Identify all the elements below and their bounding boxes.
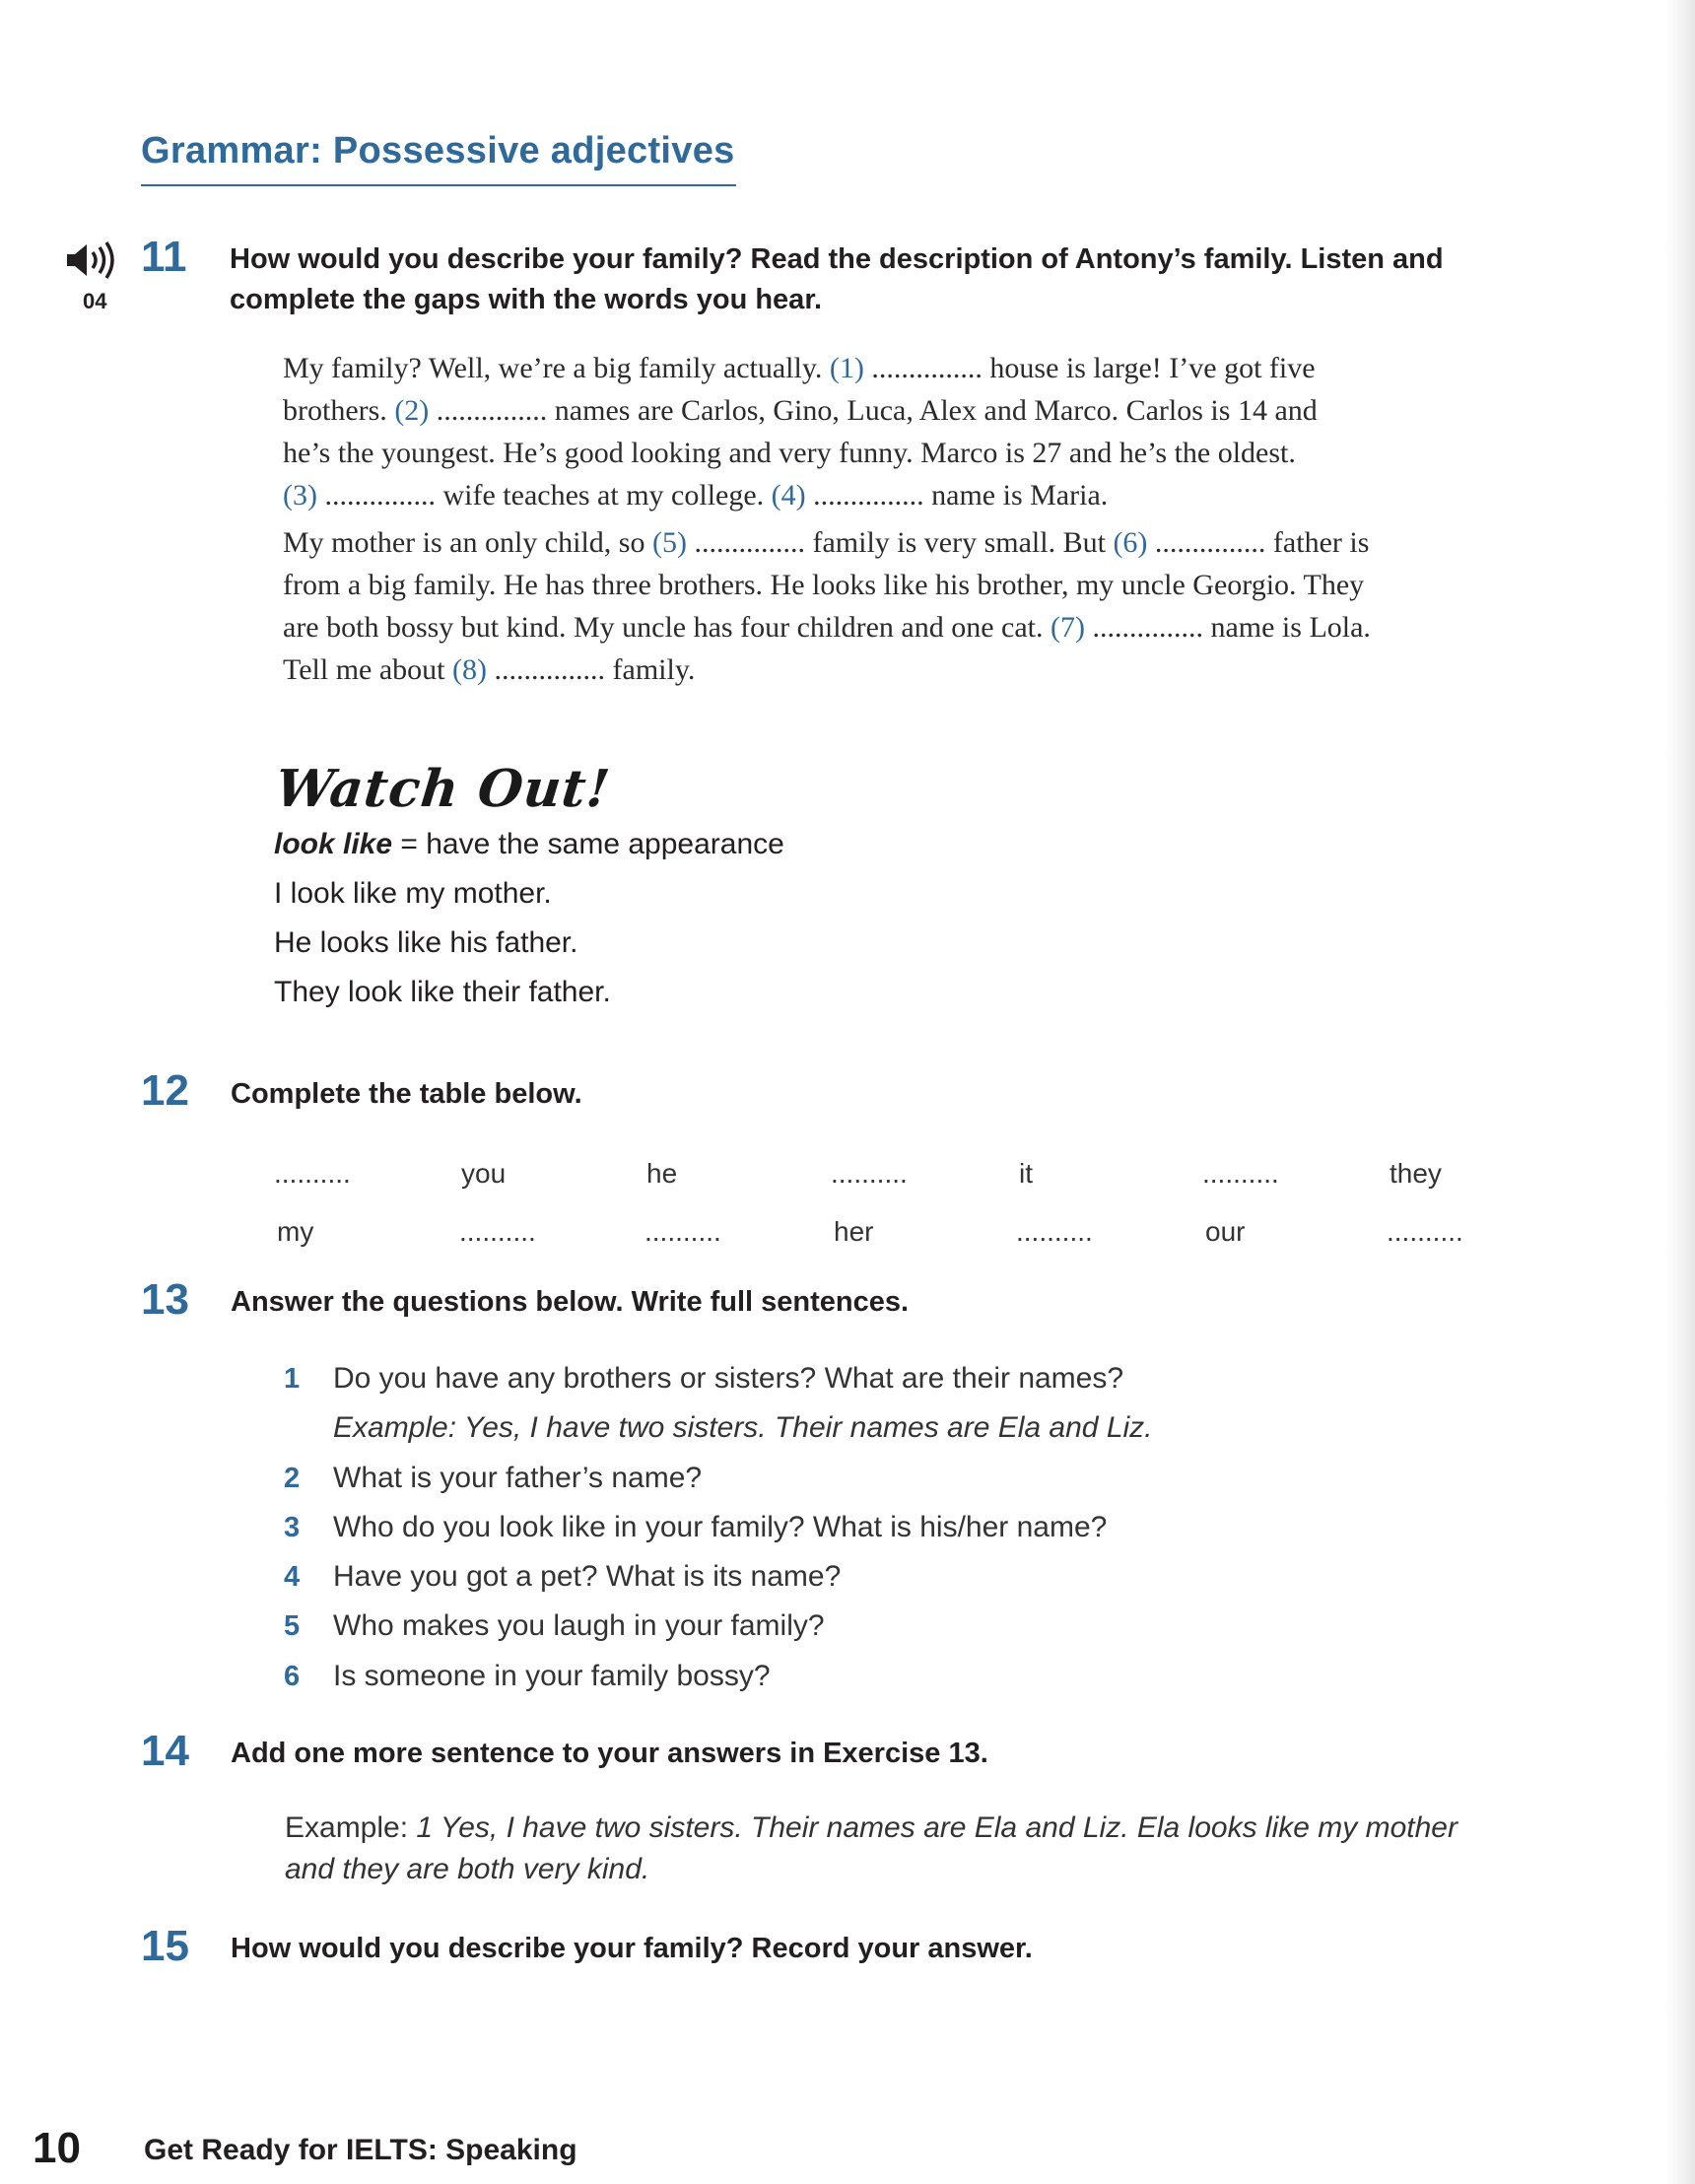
watch-out-example: They look like their father. bbox=[274, 976, 611, 1008]
gap-6[interactable]: (6) bbox=[1113, 526, 1148, 559]
question-text: Who do you look like in your family? What is his/her name? bbox=[333, 1511, 1108, 1543]
watch-out-example: He looks like his father. bbox=[274, 926, 578, 959]
question-example: Example: Yes, I have two sisters. Their names are Ela and Liz. bbox=[333, 1411, 1153, 1444]
table-cell: you bbox=[461, 1158, 507, 1189]
table-cell-blank[interactable]: .......... bbox=[1202, 1158, 1279, 1189]
book-title: Get Ready for IELTS: Speaking bbox=[144, 2134, 577, 2166]
question-number: 2 bbox=[284, 1463, 301, 1494]
section-title-underline bbox=[141, 184, 736, 186]
exercise-number-13: 13 bbox=[141, 1275, 189, 1324]
exercise-12-instruction: Complete the table below. bbox=[231, 1078, 582, 1110]
table-cell: our bbox=[1205, 1216, 1246, 1247]
question-text: Is someone in your family bossy? bbox=[333, 1660, 771, 1692]
question-number: 1 bbox=[284, 1363, 301, 1395]
exercise-number-11: 11 bbox=[141, 233, 187, 281]
table-cell: it bbox=[1019, 1158, 1033, 1189]
gap-5[interactable]: (5) bbox=[651, 526, 687, 559]
watch-out-example: I look like my mother. bbox=[274, 877, 552, 910]
gap-3[interactable]: (3) bbox=[283, 479, 317, 512]
question-number: 4 bbox=[284, 1561, 301, 1593]
example-label: Example: bbox=[285, 1811, 417, 1844]
exercise-13-instruction: Answer the questions below. Write full sentences. bbox=[231, 1286, 910, 1318]
gap-7[interactable]: (7) bbox=[1050, 611, 1085, 644]
section-title: Grammar: Possessive adjectives bbox=[141, 130, 735, 171]
question-number: 3 bbox=[284, 1512, 301, 1543]
table-cell-blank[interactable]: .......... bbox=[459, 1216, 536, 1247]
gap-1[interactable]: (1) bbox=[829, 352, 864, 384]
exercise-number-15: 15 bbox=[141, 1922, 189, 1970]
question-text: Do you have any brothers or sisters? What are their names? bbox=[333, 1362, 1124, 1395]
exercise-number-14: 14 bbox=[141, 1727, 189, 1775]
question-number: 6 bbox=[284, 1661, 301, 1692]
gap-8[interactable]: (8) bbox=[452, 653, 488, 686]
audio-track-number: 04 bbox=[83, 289, 107, 313]
table-cell: he bbox=[646, 1158, 678, 1189]
exercise-11-instruction bbox=[230, 239, 1444, 320]
watch-out-definition: look like = have the same appearance bbox=[274, 828, 784, 860]
exercise-14-example: Example: 1 Yes, I have two sisters. Their names are Ela and Liz. Ela looks like my mother and they are both very kind. bbox=[285, 1811, 1458, 1885]
page-number: 10 bbox=[33, 2124, 81, 2172]
instruction-line-1: How would you describe your family? Read the description of Antony’s family. Listen and bbox=[230, 243, 1444, 275]
table-cell-blank[interactable]: .......... bbox=[1016, 1216, 1093, 1247]
gap-4[interactable]: (4) bbox=[771, 479, 806, 512]
exercise-15-instruction: How would you describe your family? Record your answer. bbox=[231, 1933, 1033, 1964]
table-cell-blank[interactable]: .......... bbox=[831, 1158, 908, 1189]
page-edge-shadow bbox=[1665, 0, 1695, 2184]
question-text: Have you got a pet? What is its name? bbox=[333, 1560, 842, 1593]
table-cell: her bbox=[834, 1216, 874, 1247]
question-text: What is your father’s name? bbox=[333, 1462, 703, 1494]
gap-2[interactable]: (2) bbox=[394, 394, 430, 427]
instruction-line-2: complete the gaps with the words you hear. bbox=[230, 284, 823, 315]
passage-paragraph-2: My mother is an only child, so (5) ............... family is very small. But (6) ............... father is from a big family. He has three brothers. He looks like his brother, my uncle Georgio. They are both bossy but kind. My uncle has four children and one cat. (7) ............... name is Lola. Tell me about (8) ............... family. bbox=[283, 526, 1371, 686]
watch-out-term: look like bbox=[274, 828, 393, 860]
exercise-number-12: 12 bbox=[141, 1066, 189, 1115]
exercise-14-instruction: Add one more sentence to your answers in Exercise 13. bbox=[231, 1738, 988, 1769]
question-text: Who makes you laugh in your family? bbox=[333, 1609, 825, 1642]
question-number: 5 bbox=[284, 1610, 301, 1642]
passage-paragraph-1: My family? Well, we’re a big family actually. (1) ............... house is large! I’ve got five brothers. (2) ............... names are Carlos, Gino, Luca, Alex and Marco. Carlos is 14 and he’s the youngest. He’s good looking and very funny. Marco is 27 and he’s the oldest. (3) ............... wife teaches at my college. (4) ............... name is Maria. bbox=[283, 352, 1318, 512]
table-cell-blank[interactable]: .......... bbox=[644, 1216, 721, 1247]
table-cell-blank[interactable]: .......... bbox=[274, 1158, 351, 1189]
table-cell-blank[interactable]: .......... bbox=[1387, 1216, 1463, 1247]
speaker-icon[interactable] bbox=[65, 240, 124, 280]
table-cell: they bbox=[1390, 1158, 1442, 1189]
watch-out-title: Watch Out! bbox=[272, 759, 614, 819]
table-cell: my bbox=[277, 1216, 314, 1247]
